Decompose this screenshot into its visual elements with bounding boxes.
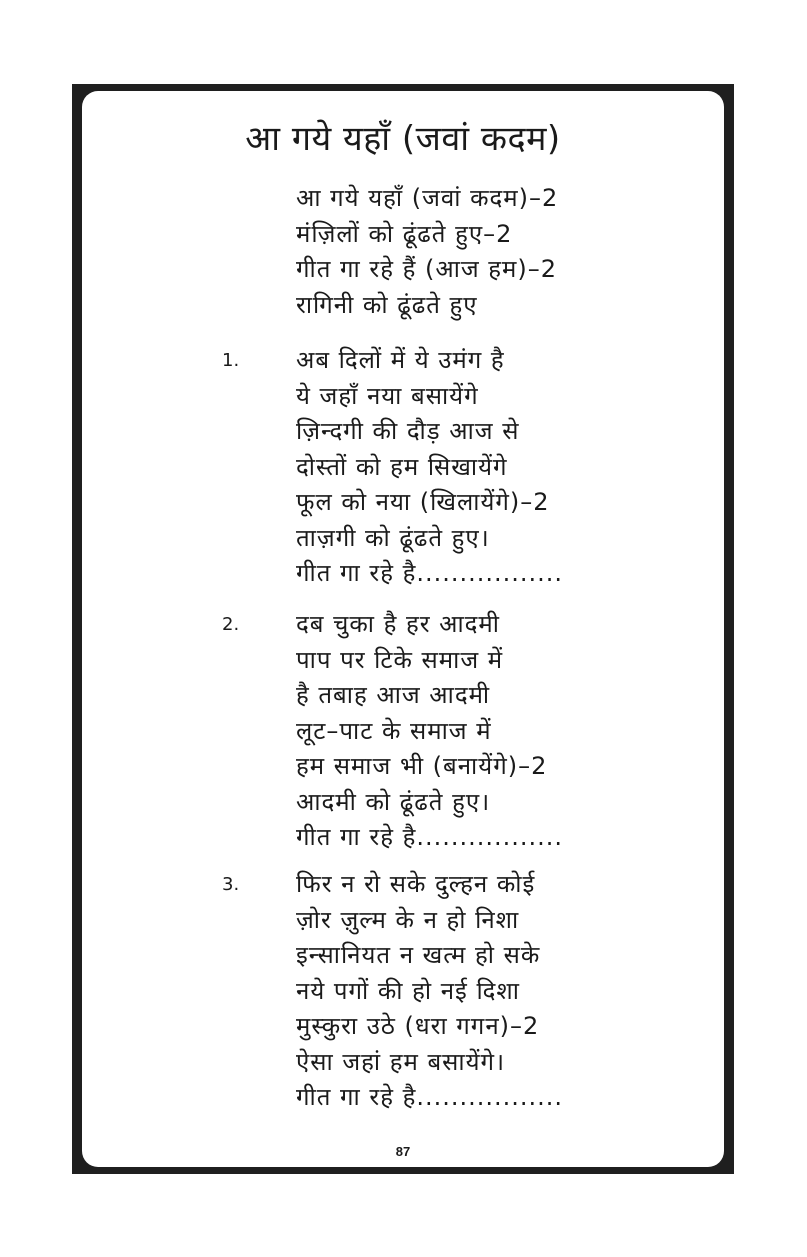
verse-line: आदमी को ढूंढते हुए। <box>296 787 491 816</box>
verse-line: हम समाज भी (बनायेंगे)–2 <box>296 752 548 780</box>
verse-line: दब चुका है हर आदमी <box>296 610 500 638</box>
verse-line: ज़िन्दगी की दौड़ आज से <box>296 417 520 445</box>
page-frame <box>72 84 734 1174</box>
verse-line: पाप पर टिके समाज में <box>296 645 504 674</box>
verse-number: 1. <box>222 350 240 371</box>
verse-line: फूल को नया (खिलायेंगे)–2 <box>296 488 550 516</box>
chorus <box>296 181 558 323</box>
verse-line: मुस्कुरा उठे (धरा गगन)–2 <box>296 1012 540 1040</box>
verse-line: गीत गा रहे है................. <box>296 559 564 587</box>
verse-number: 2. <box>222 614 240 635</box>
verse-line: दोस्तों को हम सिखायेंगे <box>296 452 508 481</box>
chorus-line: गीत गा रहे हैं (आज हम)–2 <box>296 255 558 283</box>
verse-line: ज़ोर ज़ुल्म के न हो निशा <box>296 905 520 934</box>
chorus-line: रागिनी को ढूंढते हुए <box>296 290 478 319</box>
verse-number: 3. <box>222 874 240 895</box>
page-number: 87 <box>395 1144 411 1159</box>
chorus-line: आ गये यहाँ (जवां कदम)–2 <box>296 184 559 212</box>
verse-line: ताज़गी को ढूंढते हुए। <box>296 523 490 552</box>
chorus-line: मंज़िलों को ढूंढते हुए–2 <box>296 219 513 248</box>
verse-line: गीत गा रहे है................. <box>296 823 564 851</box>
verse-line: लूट–पाट के समाज में <box>296 716 492 745</box>
verse-2 <box>296 607 563 856</box>
verse-line: फिर न रो सके दुल्हन कोई <box>296 870 536 898</box>
verse-line: अब दिलों में ये उमंग है <box>296 346 505 374</box>
song-title: आ गये यहाँ (जवां कदम) <box>245 119 561 159</box>
verse-3 <box>296 867 563 1116</box>
verse-line: नये पगों की हो नई दिशा <box>296 976 520 1005</box>
page <box>82 91 724 1167</box>
verse-line: ऐसा जहां हम बसायेंगे। <box>296 1047 506 1076</box>
verse-1 <box>296 343 563 592</box>
verse-line: गीत गा रहे है................. <box>296 1083 564 1111</box>
verse-line: है तबाह आज आदमी <box>296 681 491 709</box>
verse-line: ये जहाँ नया बसायेंगे <box>296 381 479 410</box>
verse-line: इन्सानियत न खत्म हो सके <box>296 941 541 969</box>
